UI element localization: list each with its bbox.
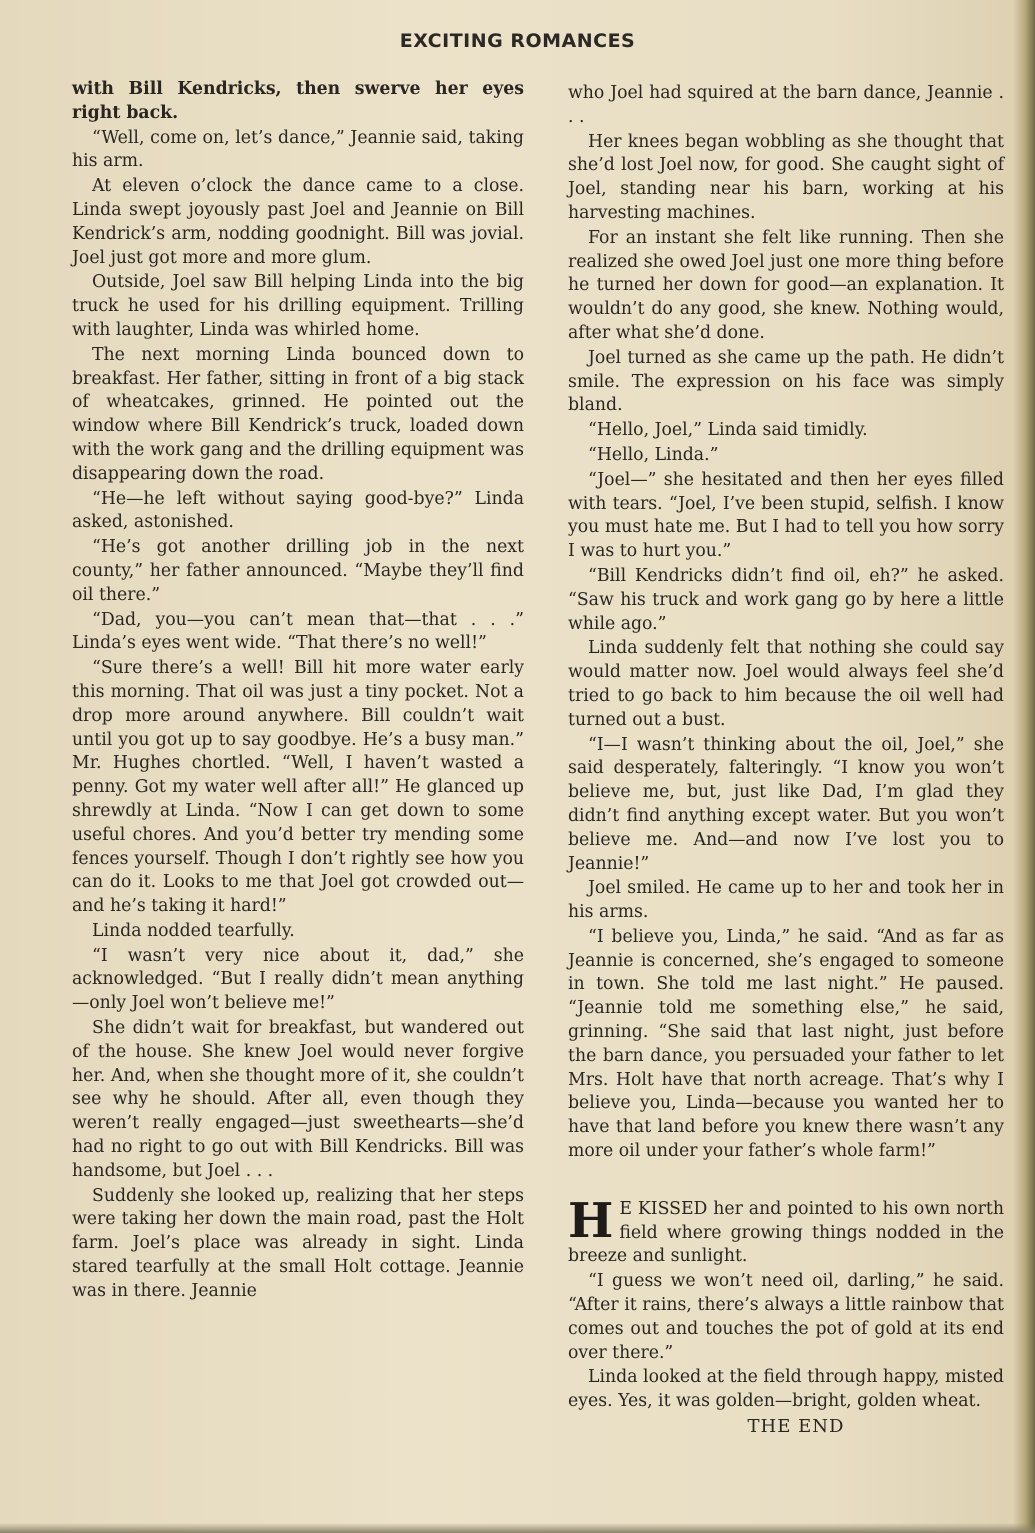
paragraph: The next morning Linda bounced down to breakfast. Her father, sitting in front of a big stack of wheatcakes, grinned. He pointed out the window where Bill Kendrick’s truck, loaded down with the work gang and the drilling equipment was disappearing down the road. (72, 344, 524, 484)
paragraph: “Joel—” she hesitated and then her eyes filled with tears. “Joel, I’ve been stupid, selfish. I know you must hate me. But I had to tell you how sorry I was to hurt you.” (568, 469, 1004, 562)
paragraph: Linda looked at the field through happy, misted eyes. Yes, it was golden—bright, golden wheat. (568, 1367, 1004, 1412)
drop-cap: H (568, 1192, 614, 1249)
the-end-label: THE END (747, 1416, 845, 1438)
closing-paragraph (568, 1192, 1004, 1269)
paragraph: At eleven o’clock the dance came to a close. Linda swept joyously past Joel and Jeannie on Bill Kendrick’s arm, nodding goodnight. Bill was jovial. Joel just got more and more glum. (72, 176, 524, 268)
paragraph: “Dad, you—you can’t mean that—that . . .” Linda’s eyes went wide. “That there’s no well!” (72, 609, 524, 654)
paragraph: “I believe you, Linda,” he said. “And as far as Jeannie is concerned, she’s engaged to someone in town. She told me last night.” He paused. “Jeannie told me something else,” he said, grinning. “She said that last night, just before the barn dance, you persuaded your father to let Mrs. Holt have that north acreage. That’s why I believe you, Linda—because you wanted her to have that land before you knew there wasn’t any more oil under your father’s whole farm!” (568, 926, 1004, 1162)
paragraph: For an instant she felt like running. Then she realized she owed Joel just one more thing before he turned her down for good—an explanation. It wouldn’t do any good, she knew. Nothing would, after what she’d done. (568, 227, 1004, 343)
page-bottom-shadow (0, 1523, 1035, 1533)
paragraph: Outside, Joel saw Bill helping Linda into the big truck he used for his drilling equipment. Trilling with laughter, Linda was whirled home. (72, 272, 524, 340)
left-column (72, 78, 524, 1305)
page-edge-shadow (1013, 0, 1035, 1533)
closing-text: E KISSED her and pointed to his own north field where growing things nodded in the breeze and sunlight. (568, 1198, 1004, 1267)
paragraph: “He—he left without saying good-bye?” Linda asked, astonished. (72, 488, 524, 533)
paragraph: Joel turned as she came up the path. He didn’t smile. The expression on his face was simply bland. (568, 347, 1004, 416)
paragraph: Linda nodded tearfully. (92, 920, 295, 941)
paragraph: She didn’t wait for breakfast, but wandered out of the house. She knew Joel would never forgive her. And, when she thought more of it, she couldn’t see why he should. After all, even though they weren’t really engaged—just sweethearts—she’d had no right to go out with Bill Kendricks. Bill was handsome, but Joel . . . (72, 1018, 524, 1181)
paragraph: with Bill Kendricks, then swerve her eyes right back. (72, 79, 524, 123)
paragraph: Suddenly she looked up, realizing that her steps were taking her down the main road, past the Holt farm. Joel’s place was already in sight. Linda stared tearfully at the small Holt cottage. Jeannie was in there. Jeannie (72, 1185, 524, 1301)
paragraph: “He’s got another drilling job in the next county,” her father announced. “Maybe they’ll find oil there.” (72, 537, 524, 605)
paragraph: Her knees began wobbling as she thought that she’d lost Joel now, for good. She caught sight of Joel, standing near his barn, working at his harvesting machines. (568, 131, 1004, 223)
running-header: EXCITING ROMANCES (399, 30, 636, 52)
paragraph: who Joel had squired at the barn dance, Jeannie . . . (568, 83, 1004, 127)
paragraph: “Hello, Joel,” Linda said timidly. (588, 420, 868, 441)
right-column (568, 82, 1004, 1440)
paragraph: “Sure there’s a well! Bill hit more water early this morning. That oil was just a tiny pocket. Not a drop more around anywhere. Bill couldn’t wait until you got up to say goodbye. He’s a busy man.” Mr. Hughes chortled. “Well, I haven’t wasted a penny. Got my water well after all!” He glanced up shrewdly at Linda. “Now I can get down to some useful chores. And you’d better try mending some fences yourself. Though I don’t rightly see how you can do it. Looks to me that Joel got crowded out—and he’s taking it hard!” (72, 658, 524, 917)
paragraph: “I wasn’t very nice about it, dad,” she acknowledged. “But I really didn’t mean anything—only Joel won’t believe me!” (72, 945, 524, 1014)
paragraph: “Well, come on, let’s dance,” Jeannie said, taking his arm. (72, 127, 524, 172)
paragraph: “Bill Kendricks didn’t find oil, eh?” he asked. “Saw his truck and work gang go by here a little while ago.” (568, 565, 1004, 634)
paragraph: Joel smiled. He came up to her and took her in his arms. (568, 878, 1004, 923)
paragraph: Linda suddenly felt that nothing she could say would matter now. Joel would always feel she’d tried to go back to him because the oil well had turned out a bust. (568, 638, 1004, 730)
paragraph: “I guess we won’t need oil, darling,” he said. “After it rains, there’s always a little rainbow that comes out and touches the pot of gold at its end over there.” (568, 1271, 1004, 1363)
paragraph: “Hello, Linda.” (588, 444, 719, 465)
paragraph: “I—I wasn’t thinking about the oil, Joel,” she said desperately, falteringly. “I know you won’t believe me, but, just like Dad, I’m glad they didn’t find anything except water. But you won’t believe me. And—and now I’ve lost you to Jeannie!” (568, 734, 1004, 874)
